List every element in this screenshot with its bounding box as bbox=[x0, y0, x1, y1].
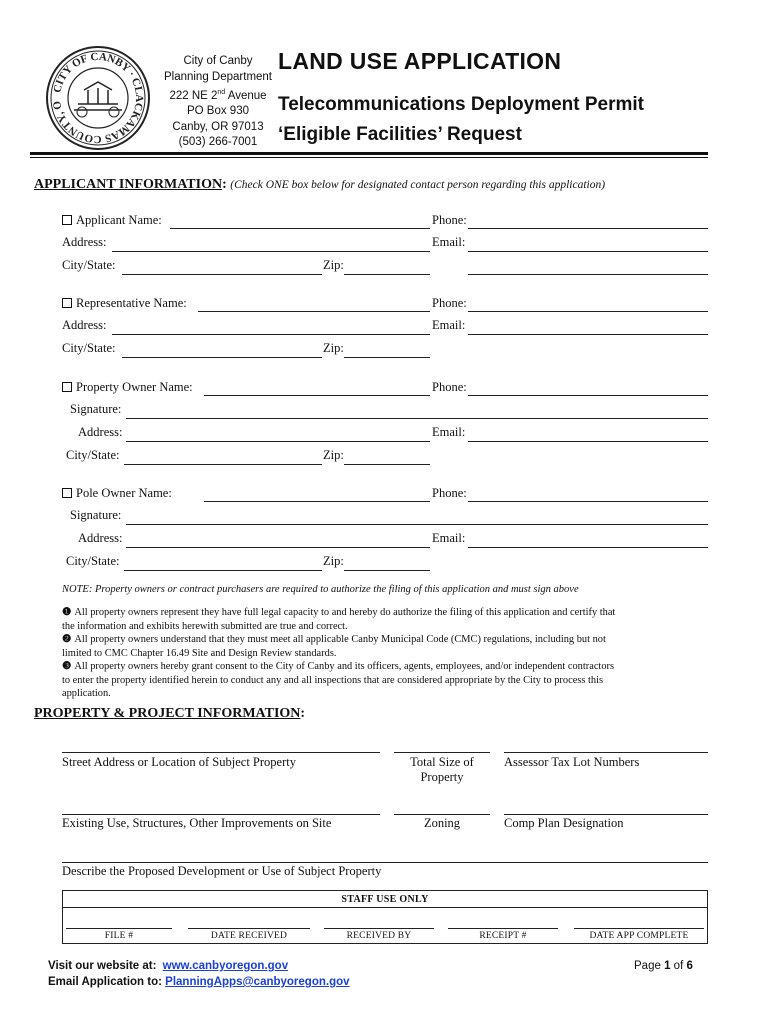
pole-owner-email-field[interactable] bbox=[468, 547, 708, 548]
zoning-label: Zoning bbox=[423, 816, 461, 830]
receipt-number-field[interactable] bbox=[448, 928, 558, 929]
total-size-field[interactable] bbox=[394, 752, 490, 753]
describe-label: Describe the Proposed Development or Use of Subject Property bbox=[62, 864, 382, 878]
applicant-city-label: City/State: bbox=[62, 258, 116, 272]
staff-use-title: STAFF USE ONLY bbox=[341, 894, 429, 905]
staff-col-file: FILE # bbox=[104, 931, 134, 941]
street-address-field[interactable] bbox=[62, 752, 380, 753]
applicant-zip-field[interactable] bbox=[344, 274, 430, 275]
property-owner-signature-field[interactable] bbox=[126, 418, 708, 419]
staff-col-receipt: RECEIPT # bbox=[479, 931, 527, 941]
staff-col-date-complete: DATE APP COMPLETE bbox=[589, 931, 689, 941]
applicant-address-field[interactable] bbox=[112, 251, 430, 252]
pole-owner-zip-label: Zip: bbox=[323, 554, 344, 568]
applicant-name-field[interactable] bbox=[170, 228, 430, 229]
website-link[interactable]: www.canbyoregon.gov bbox=[162, 960, 289, 972]
applicant-phone-field[interactable] bbox=[468, 228, 708, 229]
property-owner-phone-field[interactable] bbox=[468, 395, 708, 396]
pole-owner-address-field[interactable] bbox=[126, 547, 430, 548]
property-owner-zip-label: Zip: bbox=[323, 448, 344, 462]
statement-3: ❸ All property owners hereby grant consent to the City of Canby and its officers, agents, employees, and/or independent contractors bbox=[62, 661, 615, 672]
property-owner-address-label: Address: bbox=[78, 425, 123, 439]
footer-email-line: Email Application to: PlanningApps@canbyoregon.gov bbox=[48, 976, 350, 988]
applicant-email-field[interactable] bbox=[468, 251, 708, 252]
applicant-zip-label: Zip: bbox=[323, 258, 344, 272]
owner-authorization-note: NOTE: Property owners or contract purchasers are required to authorize the filing of this application and must sign above bbox=[62, 584, 579, 595]
applicant-name-label: Applicant Name: bbox=[62, 213, 162, 228]
pole-owner-city-label: City/State: bbox=[66, 554, 120, 568]
existing-use-field[interactable] bbox=[62, 814, 380, 815]
street-address-label: Street Address or Location of Subject Property bbox=[62, 755, 296, 769]
pole-owner-signature-field[interactable] bbox=[126, 524, 708, 525]
property-owner-email-field[interactable] bbox=[468, 441, 708, 442]
property-owner-zip-field[interactable] bbox=[344, 464, 430, 465]
pole-owner-phone-field[interactable] bbox=[468, 501, 708, 502]
property-owner-name-field[interactable] bbox=[204, 395, 430, 396]
total-size-label: Total Size of Property bbox=[410, 755, 474, 784]
property-section-heading: PROPERTY & PROJECT INFORMATION: bbox=[34, 706, 306, 721]
representative-address-label: Address: bbox=[62, 318, 107, 332]
representative-zip-label: Zip: bbox=[323, 341, 344, 355]
permit-subtitle: Telecommunications Deployment Permit bbox=[278, 94, 645, 115]
pole-owner-name-label: Pole Owner Name: bbox=[62, 486, 172, 501]
existing-use-label: Existing Use, Structures, Other Improvements on Site bbox=[62, 816, 332, 830]
property-owner-city-label: City/State: bbox=[66, 448, 120, 462]
page-indicator: Page 1 of 6 bbox=[634, 960, 693, 972]
property-owner-phone-label: Phone: bbox=[432, 380, 467, 394]
property-owner-address-field[interactable] bbox=[126, 441, 430, 442]
comp-plan-field[interactable] bbox=[504, 814, 708, 815]
owner-statements: ❶ All property owners represent they have full legal capacity to and hereby do authorize the filing of this application and certify that the information and exhibits herewith submitted are true and correct. ❷ All property owners understand that they must meet all applicable Canby Municipal Code (CMC) regulations, including but not limited to CMC Chapter 16.49 Site and Design Review standards. ❸ All property owners hereby grant consent to the City of Canby and its officers, agents, employees, and/or independent contractors to enter the property identified herein to conduct any and all inspections that are considered appropriate by the City to process this application. bbox=[62, 606, 712, 701]
date-received-field[interactable] bbox=[188, 928, 310, 929]
zoning-field[interactable] bbox=[394, 814, 490, 815]
statement-2: ❷ All property owners understand that they must meet all applicable Canby Municipal Code (CMC) regulations, including but not bbox=[62, 634, 606, 645]
comp-plan-label: Comp Plan Designation bbox=[504, 816, 624, 830]
header-rule-thin bbox=[30, 157, 708, 158]
pole-owner-address-label: Address: bbox=[78, 531, 123, 545]
applicant-section-heading: APPLICANT INFORMATION: (Check ONE box below for designated contact person regarding this application) bbox=[34, 177, 606, 192]
describe-field[interactable] bbox=[62, 862, 708, 863]
representative-city-label: City/State: bbox=[62, 341, 116, 355]
statement-1: ❶ All property owners represent they have full legal capacity to and hereby do authorize the filing of this application and certify that bbox=[62, 607, 616, 618]
pole-owner-signature-label: Signature: bbox=[70, 508, 122, 522]
staff-col-received-by: RECEIVED BY bbox=[346, 931, 412, 941]
pole-owner-phone-label: Phone: bbox=[432, 486, 467, 500]
representative-email-field[interactable] bbox=[468, 334, 708, 335]
department-address: City of Canby Planning Department 222 NE 2nd Avenue PO Box 930 Canby, OR 97013 (503) 266-7001 bbox=[163, 55, 273, 149]
email-link[interactable]: PlanningApps@canbyoregon.gov bbox=[165, 976, 350, 988]
applicant-checkbox[interactable] bbox=[62, 215, 72, 225]
footer-website-line: Visit our website at: www.canbyoregon.gov bbox=[48, 960, 289, 972]
pole-owner-zip-field[interactable] bbox=[344, 570, 430, 571]
representative-name-label: Representative Name: bbox=[62, 296, 187, 311]
staff-col-date-received: DATE RECEIVED bbox=[210, 931, 288, 941]
representative-phone-label: Phone: bbox=[432, 296, 467, 310]
representative-email-label: Email: bbox=[432, 318, 466, 332]
representative-city-field[interactable] bbox=[122, 357, 322, 358]
representative-name-field[interactable] bbox=[198, 311, 430, 312]
applicant-extra-field[interactable] bbox=[468, 274, 708, 275]
pole-owner-checkbox[interactable] bbox=[62, 488, 72, 498]
representative-phone-field[interactable] bbox=[468, 311, 708, 312]
pole-owner-email-label: Email: bbox=[432, 531, 466, 545]
property-owner-checkbox[interactable] bbox=[62, 382, 72, 392]
representative-address-field[interactable] bbox=[112, 334, 430, 335]
assessor-field[interactable] bbox=[504, 752, 708, 753]
property-owner-name-label: Property Owner Name: bbox=[62, 380, 193, 395]
received-by-field[interactable] bbox=[324, 928, 434, 929]
date-app-complete-field[interactable] bbox=[574, 928, 704, 929]
request-subtitle: ‘Eligible Facilities’ Request bbox=[278, 124, 522, 145]
assessor-label: Assessor Tax Lot Numbers bbox=[504, 755, 640, 769]
property-owner-signature-label: Signature: bbox=[70, 402, 122, 416]
applicant-address-label: Address: bbox=[62, 235, 107, 249]
pole-owner-name-field[interactable] bbox=[204, 501, 430, 502]
page-title: LAND USE APPLICATION bbox=[278, 48, 562, 74]
city-seal bbox=[44, 44, 152, 152]
svg-text:CITY OF CANBY · CLACKAMAS COUN: CITY OF CANBY · CLACKAMAS COUNTY, O bbox=[50, 50, 146, 146]
header-rule bbox=[30, 152, 708, 155]
property-owner-email-label: Email: bbox=[432, 425, 466, 439]
applicant-phone-label: Phone: bbox=[432, 213, 467, 227]
pole-owner-city-field[interactable] bbox=[124, 570, 322, 571]
property-owner-city-field[interactable] bbox=[124, 464, 322, 465]
applicant-city-field[interactable] bbox=[122, 274, 322, 275]
applicant-email-label: Email: bbox=[432, 235, 466, 249]
file-number-field[interactable] bbox=[66, 928, 172, 929]
representative-checkbox[interactable] bbox=[62, 298, 72, 308]
representative-zip-field[interactable] bbox=[344, 357, 430, 358]
